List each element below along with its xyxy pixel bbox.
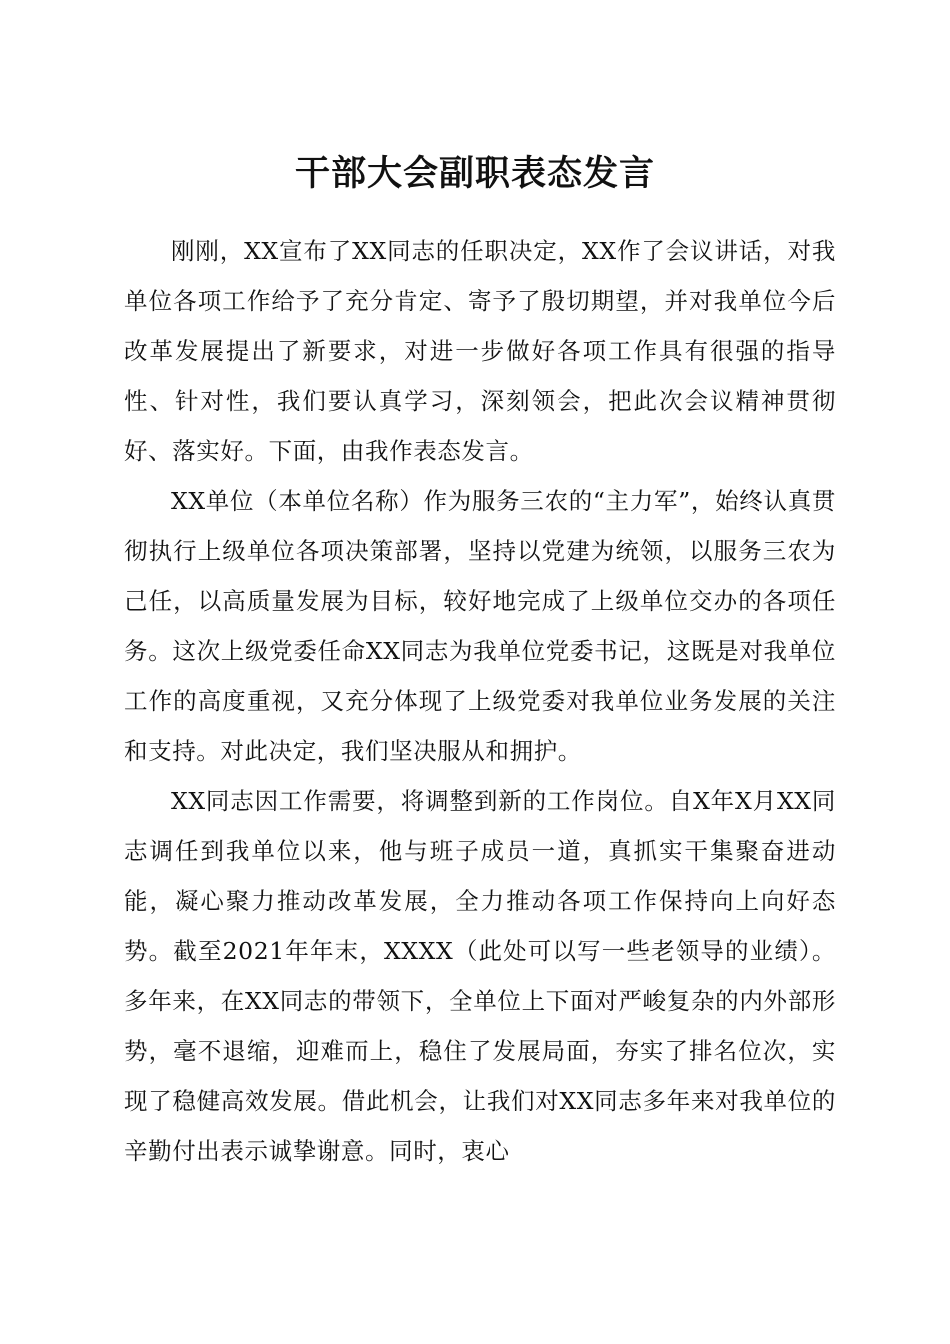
paragraph-3: XX同志因工作需要，将调整到新的工作岗位。自X年X月XX同志调任到我单位以来，他与班子成员一道，真抓实干集聚奋进动能，凝心聚力推动改革发展，全力推动各项工作保持向上向好态势。截至2021年年末，XXXX（此处可以写一些老领导的业绩）。多年来，在XX同志的带领下，全单位上下面对严峻复杂的内外部形势，毫不退缩，迎难而上，稳住了发展局面，夯实了排名位次，实现了稳健高效发展。借此机会，让我们对XX同志多年来对我单位的辛勤付出表示诚挚谢意。同时，衷心 [124, 787, 836, 1165]
paragraph-1: 刚刚，XX宣布了XX同志的任职决定，XX作了会议讲话，对我单位各项工作给予了充分肯定、寄予了殷切期望，并对我单位今后改革发展提出了新要求，对进一步做好各项工作具有很强的指导性、针对性，我们要认真学习，深刻领会，把此次会议精神贯彻好、落实好。下面，由我作表态发言。 [124, 237, 836, 465]
paragraph-2: XX单位（本单位名称）作为服务三农的“主力军”，始终认真贯彻执行上级单位各项决策部署，坚持以党建为统领，以服务三农为己任，以高质量发展为目标，较好地完成了上级单位交办的各项任务。这次上级党委任命XX同志为我单位党委书记，这既是对我单位工作的高度重视，又充分体现了上级党委对我单位业务发展的关注和支持。对此决定，我们坚决服从和拥护。 [124, 487, 836, 765]
document-title: 干部大会副职表态发言 [294, 153, 655, 194]
document-body [124, 226, 836, 1176]
